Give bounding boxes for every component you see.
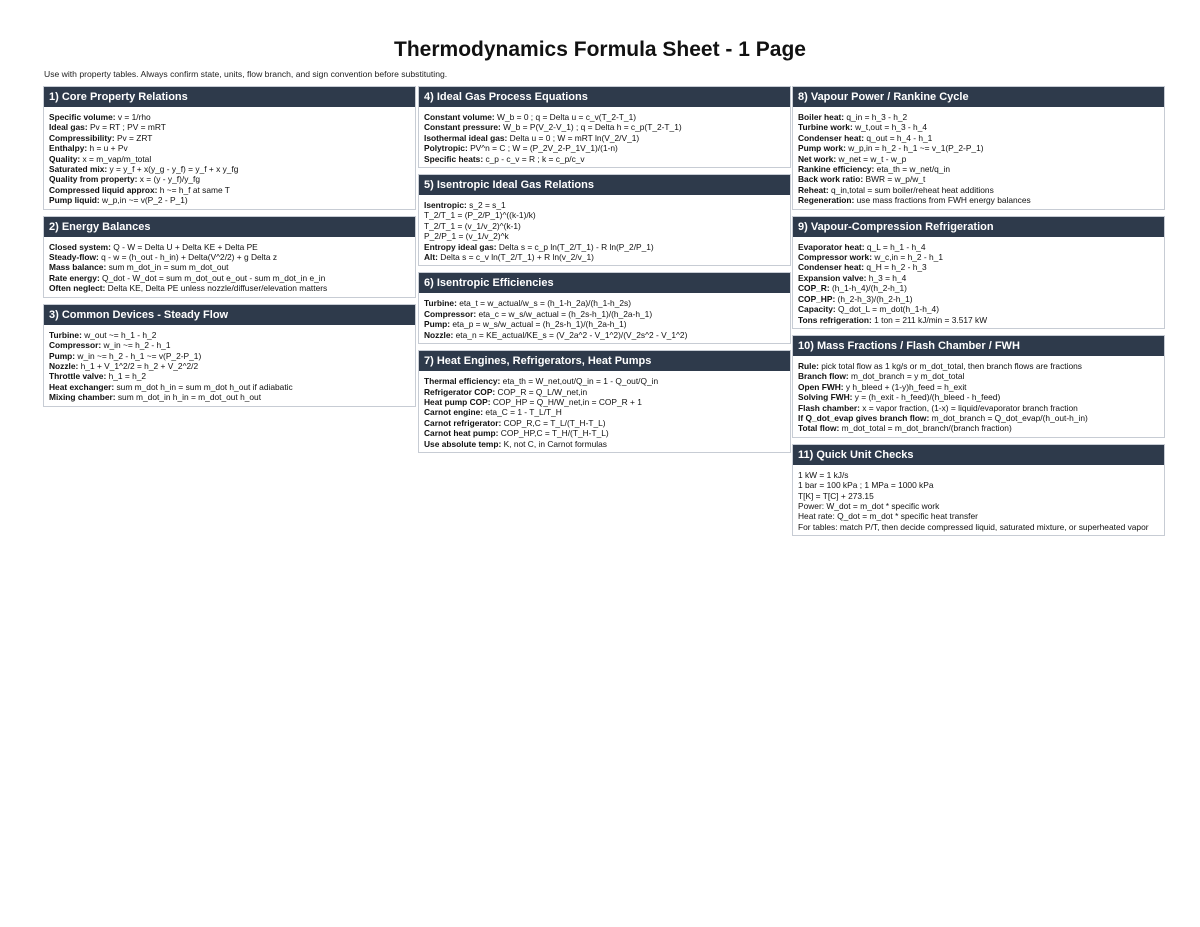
formula-label: Refrigerator COP: bbox=[424, 386, 496, 397]
formula-row bbox=[424, 330, 785, 340]
formula-label: Regeneration: bbox=[798, 195, 855, 206]
formula-row bbox=[49, 122, 410, 132]
section-body bbox=[793, 237, 1164, 328]
formula-label: Open FWH: bbox=[798, 381, 844, 392]
formula-text: y h_bleed + (1-y)h_feed = h_exit bbox=[843, 381, 967, 392]
formula-label: Carnot heat pump: bbox=[424, 428, 499, 439]
formula-text: eta_th = w_net/q_in bbox=[874, 164, 951, 175]
formula-row bbox=[49, 242, 410, 252]
formula-label: Back work ratio: bbox=[798, 174, 864, 185]
formula-row bbox=[424, 439, 785, 449]
formula-row bbox=[49, 351, 410, 361]
section-card bbox=[43, 304, 416, 407]
section-heading: 2) Energy Balances bbox=[44, 217, 415, 237]
section-body bbox=[793, 356, 1164, 437]
formula-row bbox=[798, 283, 1159, 293]
formula-text: Power: W_dot = m_dot * specific work bbox=[798, 500, 940, 511]
formula-row bbox=[424, 418, 785, 428]
formula-text: Delta KE, Delta PE unless nozzle/diffuser/elevation matters bbox=[105, 283, 328, 294]
formula-label: Heat exchanger: bbox=[49, 381, 115, 392]
formula-label: Specific heats: bbox=[424, 153, 484, 164]
formula-text: 1 kW = 1 kJ/s bbox=[798, 469, 849, 480]
formula-text: w_out ~= h_1 - h_2 bbox=[81, 329, 157, 340]
formula-row bbox=[798, 195, 1159, 205]
formula-label: Turbine: bbox=[49, 329, 82, 340]
formula-row bbox=[424, 397, 785, 407]
formula-label: Evaporator heat: bbox=[798, 241, 865, 252]
column-3 bbox=[792, 86, 1165, 542]
formula-label: Condenser heat: bbox=[798, 132, 865, 143]
section-body bbox=[44, 107, 415, 209]
formula-text: eta_p = w_s/w_actual = (h_2s-h_1)/(h_2a-h_1) bbox=[450, 319, 627, 330]
formula-row bbox=[798, 392, 1159, 402]
formula-text: h_1 = h_2 bbox=[106, 371, 147, 382]
formula-label: Entropy ideal gas: bbox=[424, 241, 497, 252]
formula-text: COP_R,C = T_L/(T_H-T_L) bbox=[501, 417, 606, 428]
formula-row bbox=[49, 273, 410, 283]
formula-row bbox=[798, 315, 1159, 325]
formula-label: Throttle valve: bbox=[49, 371, 107, 382]
formula-text: P_2/P_1 = (v_1/v_2)^k bbox=[424, 231, 509, 242]
section-card bbox=[792, 335, 1165, 438]
formula-label: Compressed liquid approx: bbox=[49, 184, 158, 195]
formula-text: m_dot_branch = y m_dot_total bbox=[848, 371, 965, 382]
formula-row bbox=[798, 423, 1159, 433]
formula-text: eta_c = w_s/w_actual = (h_2s-h_1)/(h_2a-h_1) bbox=[476, 308, 653, 319]
formula-row bbox=[424, 133, 785, 143]
section-body bbox=[44, 325, 415, 406]
formula-text: Pv = RT ; PV = mRT bbox=[87, 122, 166, 133]
formula-label: Rankine efficiency: bbox=[798, 164, 875, 175]
formula-row bbox=[424, 143, 785, 153]
formula-text: y = (h_exit - h_feed)/(h_bleed - h_feed) bbox=[852, 392, 1001, 403]
formula-text: COP_HP,C = T_H/(T_H-T_L) bbox=[498, 428, 609, 439]
section-heading: 7) Heat Engines, Refrigerators, Heat Pumps bbox=[419, 351, 790, 371]
section-heading: 4) Ideal Gas Process Equations bbox=[419, 87, 790, 107]
formula-row bbox=[798, 304, 1159, 314]
formula-text: v = 1/rho bbox=[115, 112, 151, 122]
formula-text: Q_dot_L = m_dot(h_1-h_4) bbox=[835, 304, 939, 315]
formula-text: pick total flow as 1 kg/s or m_dot_total, then branch flows are fractions bbox=[818, 360, 1082, 371]
formula-text: q_L = h_1 - h_4 bbox=[864, 241, 926, 252]
section-card bbox=[792, 444, 1165, 536]
formula-text: PV^n = C ; W = (P_2V_2-P_1V_1)/(1-n) bbox=[467, 143, 618, 154]
formula-text: q - w = (h_out - h_in) + Delta(V^2/2) + g Delta z bbox=[98, 252, 278, 263]
formula-text: COP_HP = Q_H/W_net,in = COP_R + 1 bbox=[490, 396, 642, 407]
formula-text: h = u + Pv bbox=[87, 143, 128, 154]
formula-label: Closed system: bbox=[49, 241, 111, 252]
formula-label: Compressor: bbox=[424, 308, 477, 319]
formula-row bbox=[49, 252, 410, 262]
formula-row bbox=[49, 371, 410, 381]
formula-text: h_1 + V_1^2/2 = h_2 + V_2^2/2 bbox=[78, 360, 199, 371]
section-card bbox=[418, 174, 791, 266]
formula-row bbox=[798, 143, 1159, 153]
formula-label: Constant volume: bbox=[424, 112, 495, 122]
page-subtitle: Use with property tables. Always confirm state, units, flow branch, and sign convention before substituting. bbox=[44, 69, 448, 79]
formula-row bbox=[424, 428, 785, 438]
section-body bbox=[419, 195, 790, 265]
formula-row bbox=[49, 185, 410, 195]
column-1 bbox=[43, 86, 416, 413]
section-heading: 1) Core Property Relations bbox=[44, 87, 415, 107]
section-heading: 8) Vapour Power / Rankine Cycle bbox=[793, 87, 1164, 107]
formula-text: w_t,out = h_3 - h_4 bbox=[852, 122, 928, 133]
formula-row bbox=[424, 298, 785, 308]
formula-label: Isentropic: bbox=[424, 200, 467, 211]
formula-row bbox=[49, 262, 410, 272]
formula-row bbox=[424, 309, 785, 319]
column-2 bbox=[418, 86, 791, 459]
formula-row bbox=[798, 403, 1159, 413]
formula-text: w_in ~= h_2 - h_1 bbox=[101, 340, 171, 351]
formula-label: If Q_dot_evap gives branch flow: bbox=[798, 412, 930, 423]
formula-label: Isothermal ideal gas: bbox=[424, 132, 508, 143]
formula-label: Carnot refrigerator: bbox=[424, 417, 502, 428]
formula-row bbox=[424, 387, 785, 397]
formula-label: Compressibility: bbox=[49, 132, 115, 143]
formula-text: q_in,total = sum boiler/reheat heat additions bbox=[828, 184, 994, 195]
formula-label: COP_R: bbox=[798, 283, 830, 294]
section-heading: 3) Common Devices - Steady Flow bbox=[44, 305, 415, 325]
formula-label: Pump: bbox=[49, 350, 76, 361]
formula-row bbox=[424, 112, 785, 122]
formula-label: Turbine work: bbox=[798, 122, 853, 133]
formula-label: Rate energy: bbox=[49, 272, 100, 283]
formula-label: Saturated mix: bbox=[49, 164, 108, 175]
formula-row bbox=[424, 231, 785, 241]
formula-label: Condenser heat: bbox=[798, 262, 865, 273]
section-card bbox=[418, 272, 791, 344]
section-card bbox=[418, 350, 791, 453]
formula-row bbox=[49, 143, 410, 153]
formula-text: use mass fractions from FWH energy balances bbox=[854, 195, 1031, 206]
formula-text: W_b = P(V_2-V_1) ; q = Delta h = c_p(T_2-T_1) bbox=[500, 122, 682, 133]
formula-label: Reheat: bbox=[798, 184, 829, 195]
formula-label: Nozzle: bbox=[424, 329, 454, 340]
formula-label: Heat pump COP: bbox=[424, 396, 491, 407]
section-body bbox=[793, 465, 1164, 535]
formula-text: s_2 = s_1 bbox=[466, 200, 506, 211]
formula-label: Steady-flow: bbox=[49, 252, 99, 263]
formula-label: COP_HP: bbox=[798, 293, 836, 304]
formula-label: Capacity: bbox=[798, 304, 836, 315]
formula-text: eta_th = W_net,out/Q_in = 1 - Q_out/Q_in bbox=[500, 376, 659, 387]
formula-row bbox=[424, 319, 785, 329]
formula-row bbox=[49, 174, 410, 184]
formula-label: Pump work: bbox=[798, 143, 846, 154]
formula-text: Delta u = 0 ; W = mRT ln(V_2/V_1) bbox=[507, 132, 640, 143]
formula-text: (h_2-h_3)/(h_2-h_1) bbox=[835, 293, 913, 304]
formula-text: w_p,in ~= v(P_2 - P_1) bbox=[99, 195, 188, 206]
formula-label: Mixing chamber: bbox=[49, 392, 116, 403]
page-title: Thermodynamics Formula Sheet - 1 Page bbox=[394, 38, 806, 61]
formula-label: Compressor: bbox=[49, 340, 102, 351]
formula-label: Constant pressure: bbox=[424, 122, 501, 133]
formula-row bbox=[798, 511, 1159, 521]
formula-text: m_dot_branch = Q_dot_evap/(h_out-h_in) bbox=[929, 412, 1088, 423]
formula-text: T[K] = T[C] + 273.15 bbox=[798, 490, 874, 501]
formula-row bbox=[798, 185, 1159, 195]
section-card bbox=[792, 216, 1165, 329]
formula-text: y = y_f + x(y_g - y_f) = y_f + x y_fg bbox=[107, 164, 239, 175]
section-body bbox=[793, 107, 1164, 209]
formula-row bbox=[49, 330, 410, 340]
formula-row bbox=[798, 112, 1159, 122]
section-heading: 9) Vapour-Compression Refrigeration bbox=[793, 217, 1164, 237]
formula-row bbox=[798, 501, 1159, 511]
formula-label: Quality from property: bbox=[49, 174, 138, 185]
formula-label: Branch flow: bbox=[798, 371, 849, 382]
formula-row bbox=[798, 361, 1159, 371]
formula-label: Solving FWH: bbox=[798, 392, 853, 403]
section-card bbox=[43, 216, 416, 298]
section-body bbox=[419, 371, 790, 452]
formula-label: Total flow: bbox=[798, 423, 840, 434]
formula-text: Pv = ZRT bbox=[114, 132, 153, 143]
formula-text: eta_t = w_actual/w_s = (h_1-h_2a)/(h_1-h_2s) bbox=[456, 298, 631, 309]
formula-text: Q - W = Delta U + Delta KE + Delta PE bbox=[110, 241, 258, 252]
formula-row bbox=[798, 252, 1159, 262]
formula-row bbox=[49, 154, 410, 164]
formula-row bbox=[798, 480, 1159, 490]
formula-row bbox=[49, 112, 410, 122]
formula-text: W_b = 0 ; q = Delta u = c_v(T_2-T_1) bbox=[494, 112, 637, 122]
formula-text: w_net = w_t - w_p bbox=[836, 153, 907, 164]
section-heading: 11) Quick Unit Checks bbox=[793, 445, 1164, 465]
formula-label: Rule: bbox=[798, 360, 819, 371]
formula-row bbox=[798, 242, 1159, 252]
formula-row bbox=[798, 522, 1159, 532]
formula-row bbox=[424, 154, 785, 164]
formula-row bbox=[798, 294, 1159, 304]
formula-text: c_p - c_v = R ; k = c_p/c_v bbox=[483, 153, 585, 164]
formula-label: Enthalpy: bbox=[49, 143, 88, 154]
section-card bbox=[418, 86, 791, 168]
formula-text: COP_R = Q_L/W_net,in bbox=[495, 386, 588, 397]
formula-row bbox=[49, 392, 410, 402]
formula-text: K, not C, in Carnot formulas bbox=[501, 438, 607, 449]
formula-label: Nozzle: bbox=[49, 360, 79, 371]
formula-row bbox=[424, 376, 785, 386]
formula-text: Delta s = c_p ln(T_2/T_1) - R ln(P_2/P_1) bbox=[496, 241, 654, 252]
formula-label: Net work: bbox=[798, 153, 837, 164]
formula-row bbox=[798, 491, 1159, 501]
formula-row bbox=[798, 174, 1159, 184]
formula-text: Delta s = c_v ln(T_2/T_1) + R ln(v_2/v_1) bbox=[437, 252, 594, 263]
formula-label: Thermal efficiency: bbox=[424, 376, 501, 387]
formula-label: Tons refrigeration: bbox=[798, 314, 872, 325]
formula-row bbox=[798, 122, 1159, 132]
formula-row bbox=[424, 407, 785, 417]
section-body bbox=[419, 293, 790, 343]
formula-text: w_c,in = h_2 - h_1 bbox=[872, 252, 943, 263]
formula-row bbox=[49, 340, 410, 350]
formula-label: Alt: bbox=[424, 252, 438, 263]
formula-text: m_dot_total = m_dot_branch/(branch fraction) bbox=[839, 423, 1012, 434]
formula-label: Often neglect: bbox=[49, 283, 106, 294]
section-card bbox=[43, 86, 416, 210]
formula-row bbox=[424, 122, 785, 132]
formula-label: Carnot engine: bbox=[424, 407, 484, 418]
formula-row bbox=[798, 413, 1159, 423]
formula-text: q_out = h_4 - h_1 bbox=[864, 132, 933, 143]
formula-text: eta_C = 1 - T_L/T_H bbox=[483, 407, 562, 418]
formula-text: eta_n = KE_actual/KE_s = (V_2a^2 - V_1^2)/(V_2s^2 - V_1^2) bbox=[453, 329, 688, 340]
formula-label: Boiler heat: bbox=[798, 112, 845, 122]
formula-label: Mass balance: bbox=[49, 262, 107, 273]
formula-row bbox=[798, 371, 1159, 381]
formula-row bbox=[49, 133, 410, 143]
formula-row bbox=[424, 210, 785, 220]
formula-row bbox=[798, 164, 1159, 174]
formula-row bbox=[49, 361, 410, 371]
formula-row bbox=[798, 133, 1159, 143]
formula-label: Turbine: bbox=[424, 298, 457, 309]
formula-text: Heat rate: Q_dot = m_dot * specific heat transfer bbox=[798, 511, 978, 522]
formula-row bbox=[424, 242, 785, 252]
formula-label: Expansion valve: bbox=[798, 272, 867, 283]
formula-row bbox=[798, 154, 1159, 164]
formula-row bbox=[798, 382, 1159, 392]
formula-row bbox=[49, 382, 410, 392]
formula-text: sum m_dot h_in = sum m_dot h_out if adiabatic bbox=[114, 381, 293, 392]
section-heading: 5) Isentropic Ideal Gas Relations bbox=[419, 175, 790, 195]
formula-row bbox=[424, 221, 785, 231]
formula-row bbox=[798, 470, 1159, 480]
formula-text: Q_dot - W_dot = sum m_dot_out e_out - sum m_dot_in e_in bbox=[99, 272, 326, 283]
formula-text: x = (y - y_f)/y_fg bbox=[137, 174, 201, 185]
formula-text: For tables: match P/T, then decide compressed liquid, saturated mixture, or superheated vapor bbox=[798, 521, 1149, 532]
formula-label: Flash chamber: bbox=[798, 402, 860, 413]
formula-label: Polytropic: bbox=[424, 143, 468, 154]
formula-label: Compressor work: bbox=[798, 252, 872, 263]
formula-text: h_3 = h_4 bbox=[866, 272, 907, 283]
formula-text: 1 ton = 211 kJ/min = 3.517 kW bbox=[871, 314, 988, 325]
formula-row bbox=[798, 262, 1159, 272]
formula-text: x = vapor fraction, (1-x) = liquid/evaporator branch fraction bbox=[859, 402, 1078, 413]
formula-label: Pump: bbox=[424, 319, 451, 330]
section-card bbox=[792, 86, 1165, 210]
formula-text: q_H = h_2 - h_3 bbox=[864, 262, 927, 273]
formula-row bbox=[424, 200, 785, 210]
formula-label: Use absolute temp: bbox=[424, 438, 502, 449]
formula-label: Quality: bbox=[49, 153, 81, 164]
formula-text: w_p,in = h_2 - h_1 ~= v_1(P_2-P_1) bbox=[845, 143, 984, 154]
formula-text: (h_1-h_4)/(h_2-h_1) bbox=[829, 283, 907, 294]
formula-label: Ideal gas: bbox=[49, 122, 88, 133]
formula-label: Specific volume: bbox=[49, 112, 116, 122]
formula-text: h ~= h_f at same T bbox=[157, 184, 230, 195]
section-heading: 6) Isentropic Efficiencies bbox=[419, 273, 790, 293]
formula-text: x = m_vap/m_total bbox=[80, 153, 152, 164]
formula-row bbox=[424, 252, 785, 262]
formula-text: T_2/T_1 = (P_2/P_1)^((k-1)/k) bbox=[424, 210, 536, 221]
formula-text: w_in ~= h_2 - h_1 ~= v(P_2-P_1) bbox=[75, 350, 202, 361]
section-body bbox=[44, 237, 415, 297]
formula-text: BWR = w_p/w_t bbox=[863, 174, 926, 185]
formula-text: 1 bar = 100 kPa ; 1 MPa = 1000 kPa bbox=[798, 480, 934, 491]
section-body bbox=[419, 107, 790, 167]
formula-row bbox=[798, 273, 1159, 283]
formula-row bbox=[49, 164, 410, 174]
formula-text: T_2/T_1 = (v_1/v_2)^(k-1) bbox=[424, 220, 521, 231]
section-heading: 10) Mass Fractions / Flash Chamber / FWH bbox=[793, 336, 1164, 356]
formula-text: q_in = h_3 - h_2 bbox=[844, 112, 908, 122]
formula-row bbox=[49, 283, 410, 293]
formula-text: sum m_dot_in h_in = m_dot_out h_out bbox=[115, 392, 262, 403]
formula-label: Pump liquid: bbox=[49, 195, 100, 206]
formula-text: sum m_dot_in = sum m_dot_out bbox=[106, 262, 229, 273]
formula-row bbox=[49, 195, 410, 205]
